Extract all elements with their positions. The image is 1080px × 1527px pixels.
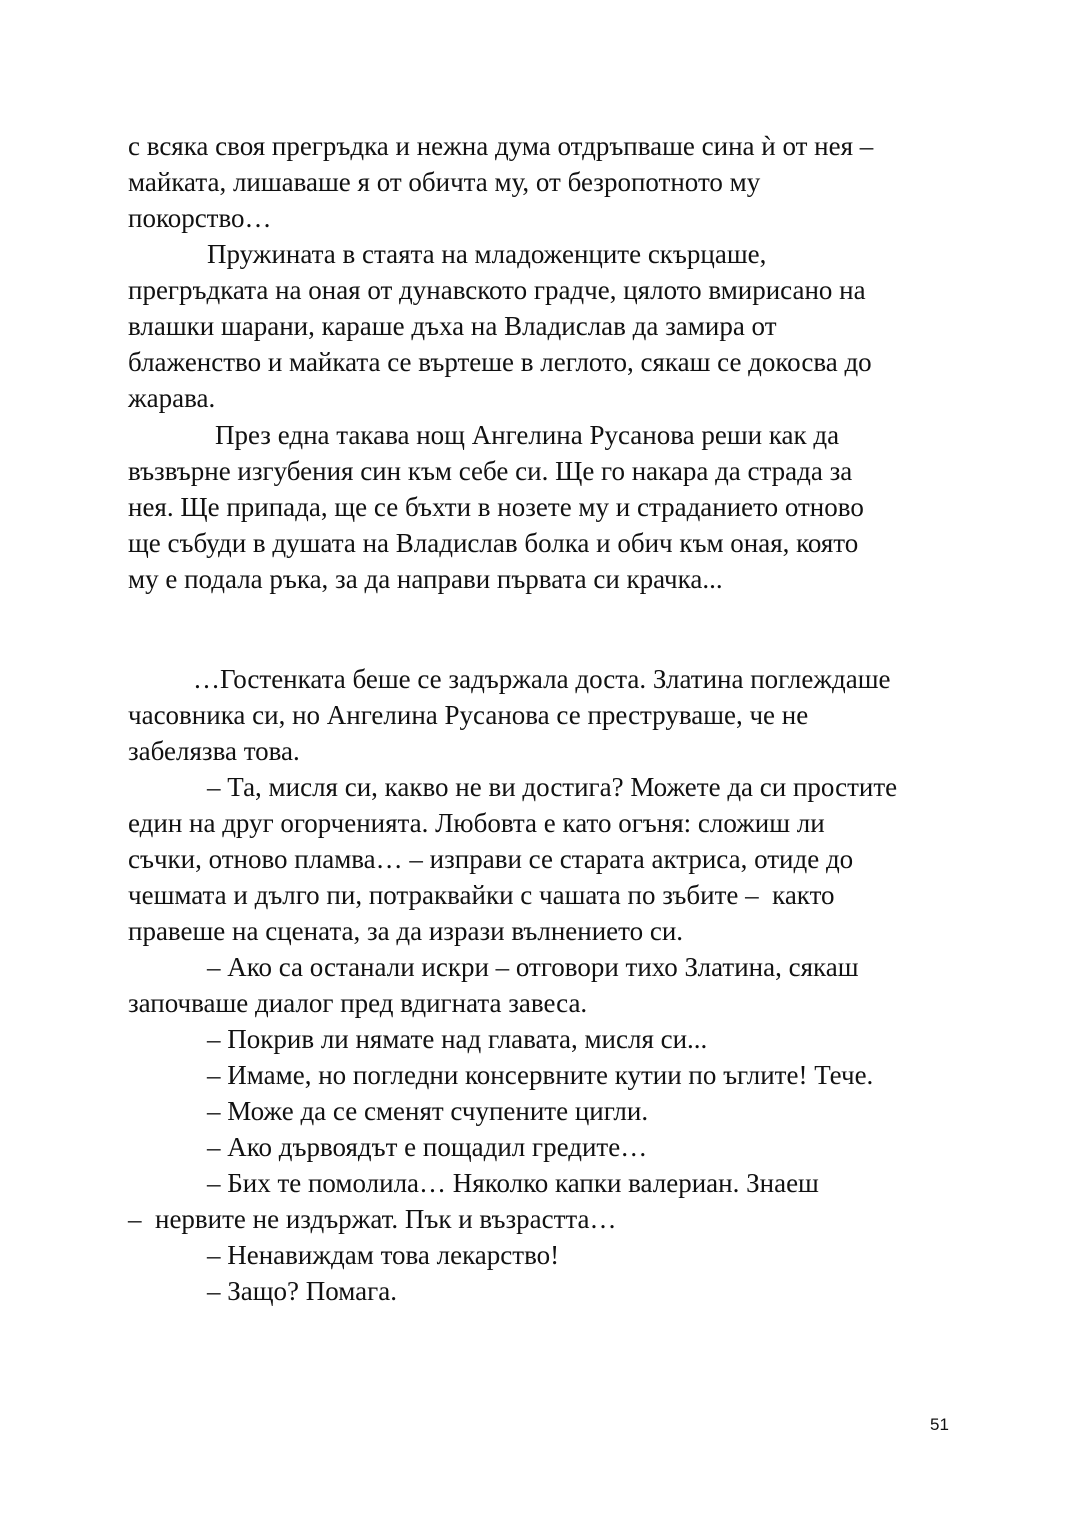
text-line: блаженство и майката се въртеше в леглото, сякаш се докосва до: [128, 347, 872, 377]
text-line: му е подала ръка, за да направи първата си крачка...: [128, 564, 723, 594]
text-line: – Ненавиждам това лекарство!: [207, 1240, 560, 1270]
text-line: – Ако дървоядът е пощадил гредите…: [207, 1132, 648, 1162]
text-line: ще събуди в душата на Владислав болка и обич към оная, която: [128, 528, 859, 558]
text-line: чешмата и дълго пи, потраквайки с чашата по зъбите – както: [128, 880, 835, 910]
text-line: възвърне изгубения син към себе си. Ще го накара да страда за: [128, 456, 853, 486]
text-line: През една такава нощ Ангелина Русанова реши как да: [215, 420, 840, 450]
text-line: забелязва това.: [128, 736, 300, 766]
text-line: – Може да се сменят счупените цигли.: [207, 1096, 649, 1126]
text-line: влашки шарани, караше дъха на Владислав да замира от: [128, 311, 777, 341]
text-line: покорство…: [128, 203, 272, 233]
text-line: жарава.: [128, 383, 216, 413]
text-line: – Защо? Помага.: [207, 1276, 397, 1306]
text-line: майката, лишаваше я от обичта му, от безропотното му: [128, 167, 761, 197]
text-line: съчки, отново пламва… – изправи се старата актриса, отиде до: [128, 844, 854, 874]
text-line: – нервите не издържат. Пък и възрастта…: [128, 1204, 617, 1234]
text-line: нея. Ще припада, ще се бъхти в нозете му и страданието отново: [128, 492, 864, 522]
text-line: – Ако са останали искри – отговори тихо Златина, сякаш: [207, 952, 859, 982]
text-line: – Покрив ли нямате над главата, мисля си...: [207, 1024, 708, 1054]
text-line: с всяка своя прегръдка и нежна дума отдръпваше сина ѝ от нея –: [128, 131, 874, 161]
text-line: – Имаме, но погледни консервните кутии по ъглите! Тече.: [207, 1060, 874, 1090]
text-line: един на друг огорченията. Любовта е като огъня: сложиш ли: [128, 808, 825, 838]
text-line: часовника си, но Ангелина Русанова се преструваше, че не: [128, 700, 809, 730]
text-line: – Бих те помолила… Няколко капки валериан. Знаеш: [207, 1168, 819, 1198]
page-number: 51: [930, 1415, 949, 1434]
text-line: правеше на сцената, за да изрази вълнението си.: [128, 916, 684, 946]
text-line: – Та, мисля си, какво не ви достига? Можете да си простите: [207, 772, 898, 802]
text-line: Пружината в стаята на младоженците скърцаше,: [207, 239, 767, 269]
text-line: започваше диалог пред вдигната завеса.: [128, 988, 588, 1018]
text-line: …Гостенката беше се задържала доста. Златина поглеждаше: [193, 664, 891, 694]
text-line: прегръдката на оная от дунавското градче, цялото вмирисано на: [128, 275, 866, 305]
